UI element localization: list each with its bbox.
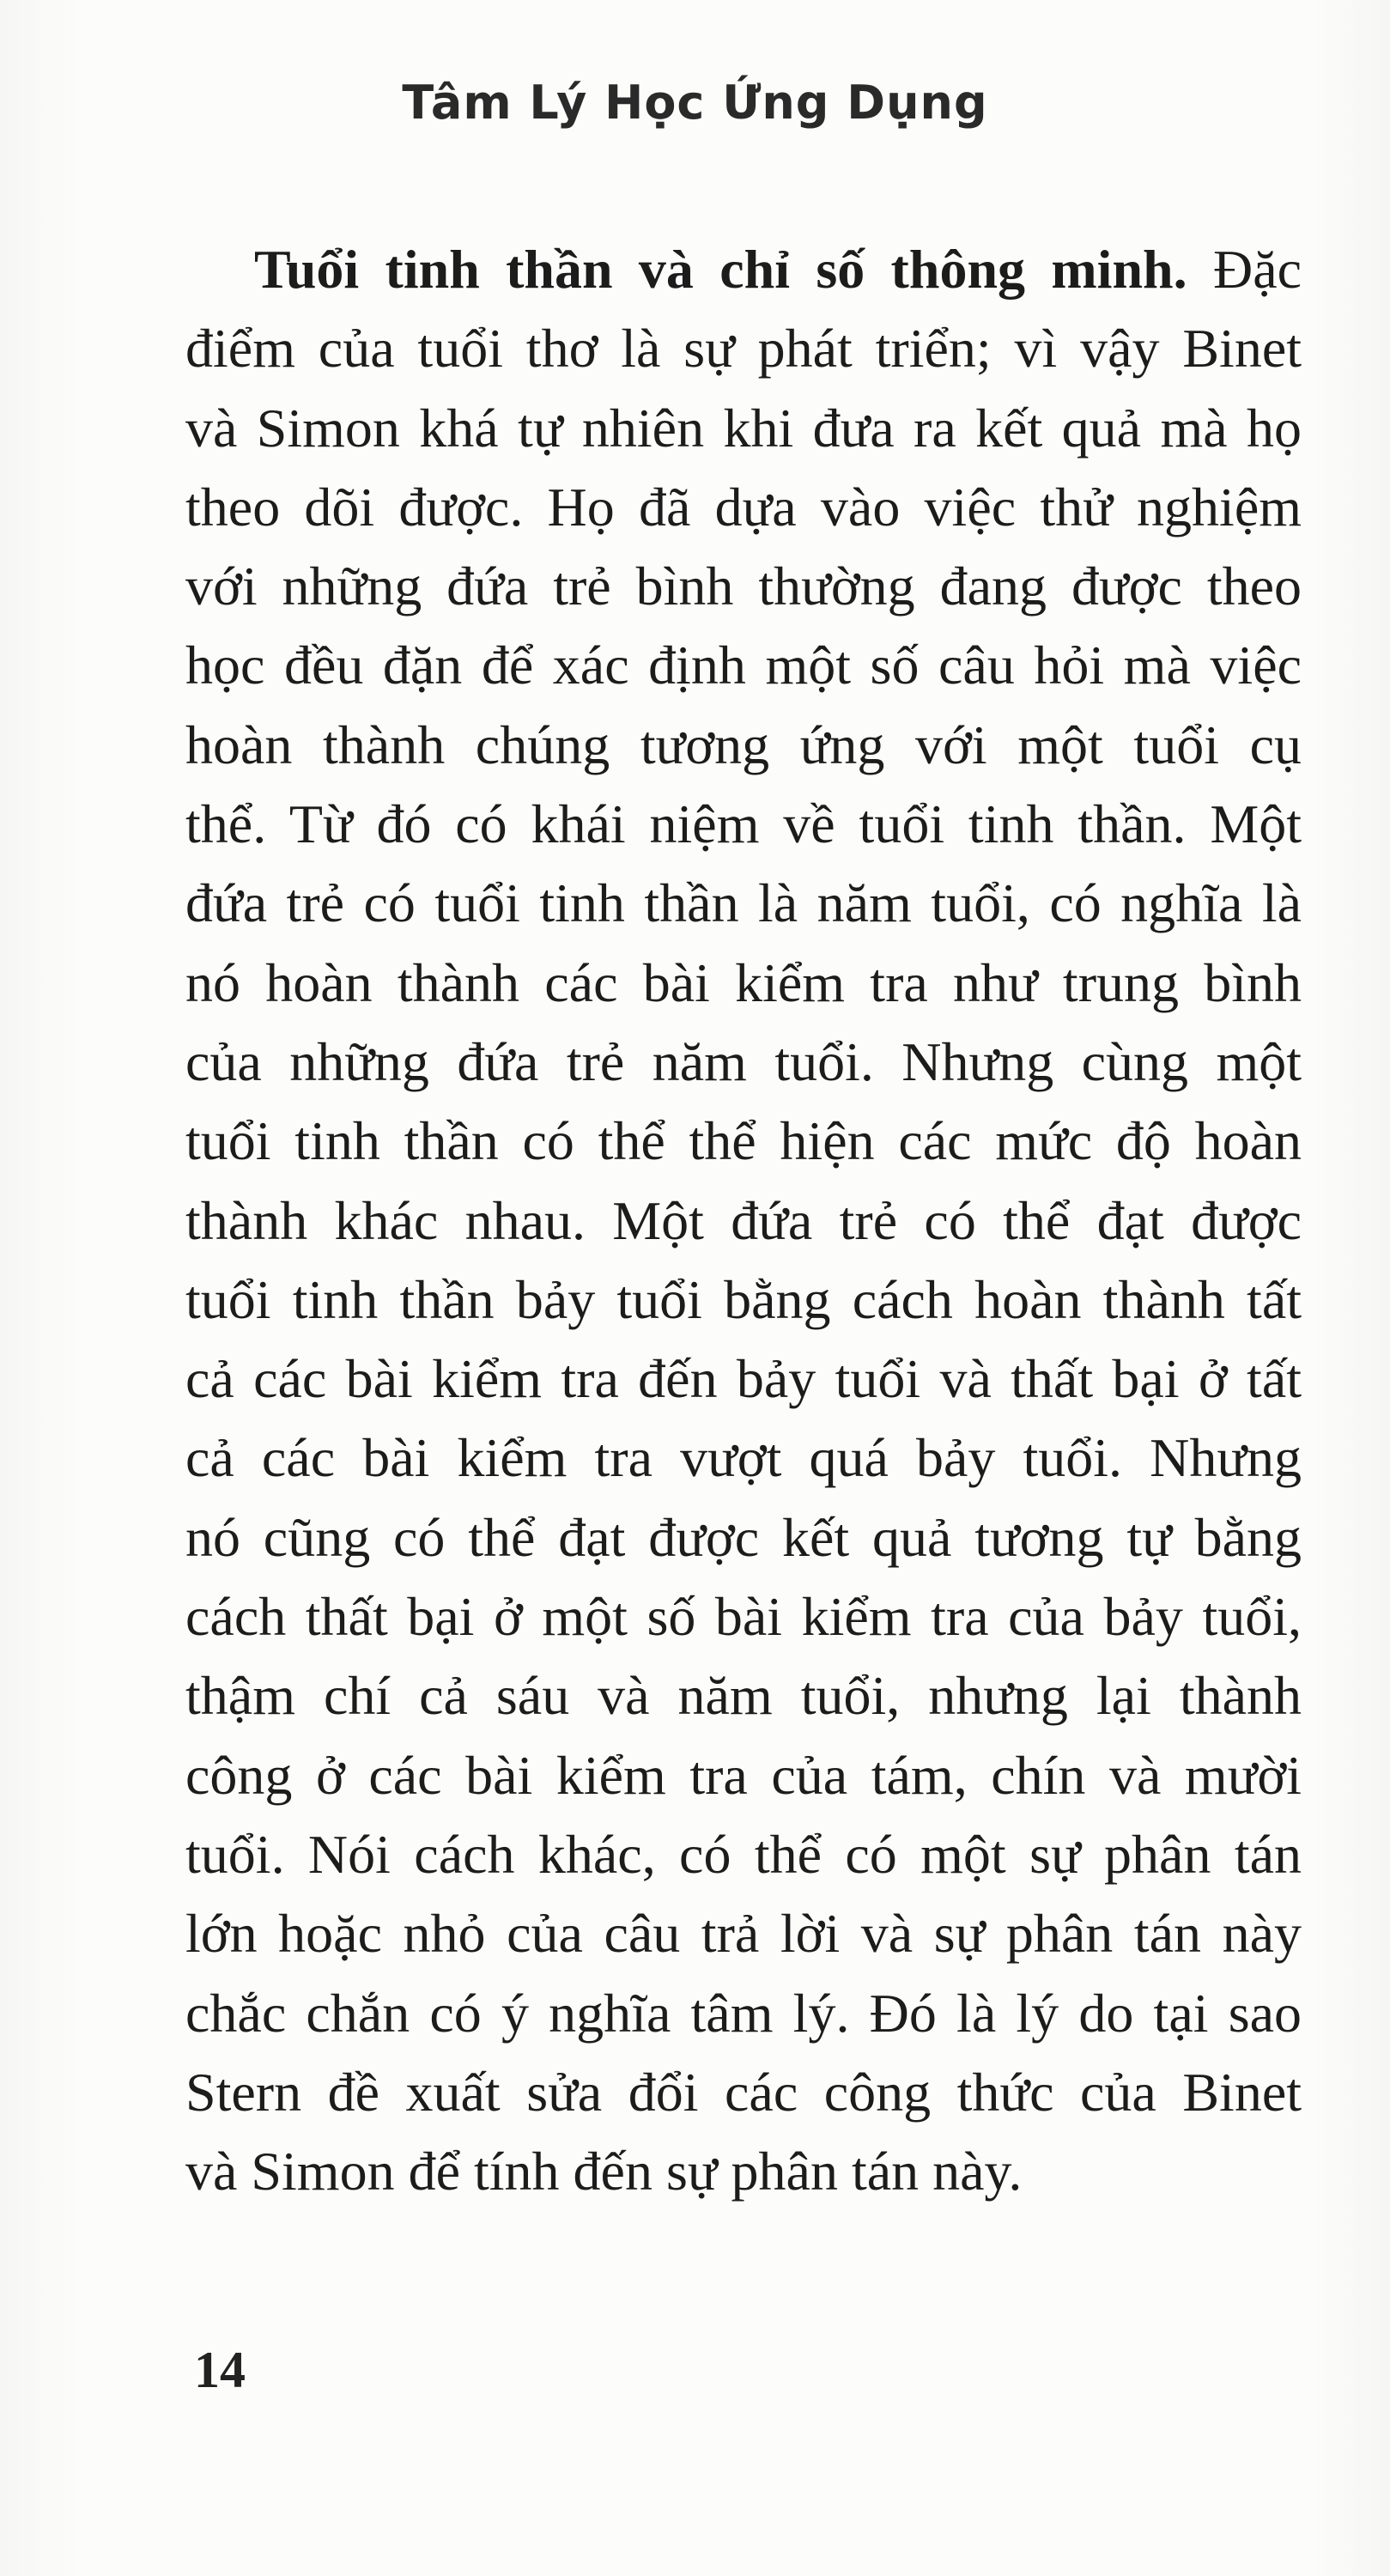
paragraph-line: đứa trẻ có tuổi tinh thần là năm tuổi, có nghĩa là: [185, 872, 1302, 934]
paragraph-line: và Simon khá tự nhiên khi đưa ra kết quả mà họ: [185, 397, 1302, 459]
paragraph-line: lớn hoặc nhỏ của câu trả lời và sự phân tán này: [185, 1903, 1302, 1965]
paragraph-lead-heading: Tuổi tinh thần và chỉ số thông minh.: [254, 239, 1187, 300]
paragraph-line: thậm chí cả sáu và năm tuổi, nhưng lại thành: [185, 1665, 1302, 1727]
paragraph-line: tuổi. Nói cách khác, có thể có một sự phân tán: [185, 1823, 1302, 1885]
paragraph-line: [185, 230, 1302, 309]
paragraph-line: nó cũng có thể đạt được kết quả tương tự bằng: [185, 1506, 1302, 1568]
running-header: Tâm Lý Học Ứng Dụng: [402, 76, 988, 130]
paragraph-line: cả các bài kiểm tra đến bảy tuổi và thất bại ở tất: [185, 1348, 1302, 1410]
paragraph-line: theo dõi được. Họ đã dựa vào việc thử nghiệm: [185, 476, 1302, 538]
paragraph-line: cách thất bại ở một số bài kiểm tra của bảy tuổi,: [185, 1586, 1302, 1648]
paragraph-line: hoàn thành chúng tương ứng với một tuổi cụ: [185, 714, 1302, 775]
body-paragraph: [185, 230, 1302, 2211]
paragraph-line: tuổi tinh thần có thể thể hiện các mức độ hoàn: [185, 1110, 1302, 1172]
paragraph-line: chắc chắn có ý nghĩa tâm lý. Đó là lý do tại sao: [185, 1982, 1302, 2044]
page-number: 14: [194, 2342, 246, 2398]
paragraph-line: với những đứa trẻ bình thường đang được theo: [185, 556, 1302, 617]
paragraph-line: Stern đề xuất sửa đổi các công thức của Binet: [185, 2061, 1302, 2123]
paragraph-line: cả các bài kiểm tra vượt quá bảy tuổi. Nhưng: [185, 1427, 1302, 1489]
paragraph-line: của những đứa trẻ năm tuổi. Nhưng cùng một: [185, 1030, 1302, 1092]
paragraph-line: tuổi tinh thần bảy tuổi bằng cách hoàn thành tất: [185, 1268, 1302, 1330]
paragraph-line: thành khác nhau. Một đứa trẻ có thể đạt được: [185, 1189, 1302, 1251]
paragraph-line: và Simon để tính đến sự phân tán này.: [185, 2141, 1023, 2202]
paragraph-line: học đều đặn để xác định một số câu hỏi mà việc: [185, 635, 1302, 696]
paragraph-line-text: Đặc: [1187, 239, 1302, 300]
paragraph-line: điểm của tuổi thơ là sự phát triển; vì vậy Binet: [185, 318, 1302, 380]
paragraph-line: thể. Từ đó có khái niệm về tuổi tinh thần. Một: [185, 793, 1302, 855]
paragraph-line: công ở các bài kiểm tra của tám, chín và mười: [185, 1744, 1302, 1806]
paragraph-line: nó hoàn thành các bài kiểm tra như trung bình: [185, 951, 1302, 1013]
